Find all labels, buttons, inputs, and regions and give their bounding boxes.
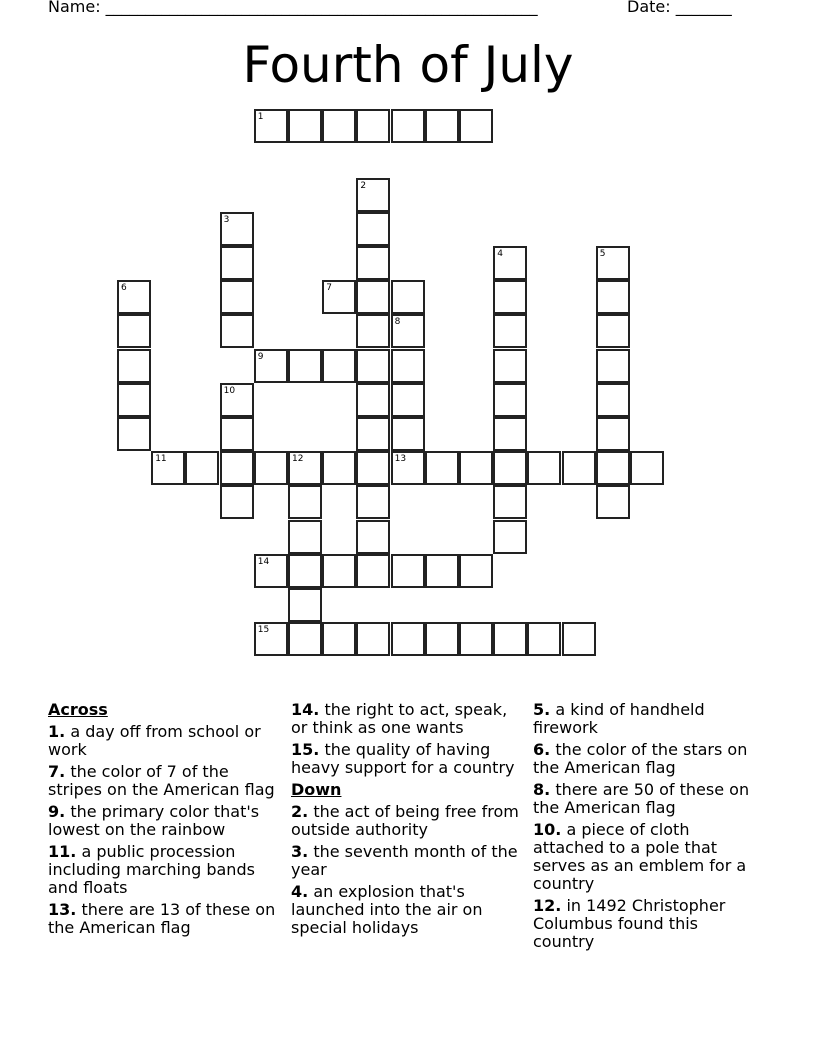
grid-cell[interactable] <box>220 280 254 314</box>
grid-cell[interactable] <box>220 485 254 519</box>
clue-text: an explosion that's launched into the air on special holidays <box>291 882 483 937</box>
grid-cell[interactable] <box>596 349 630 383</box>
down-heading: Down <box>291 780 342 799</box>
clue-number: 2. <box>291 802 309 821</box>
down-clue <box>533 741 759 777</box>
clue-number: 8. <box>533 780 551 799</box>
grid-cell[interactable] <box>596 451 630 485</box>
grid-cell[interactable] <box>493 622 527 656</box>
grid-cell[interactable] <box>493 383 527 417</box>
grid-cell[interactable] <box>288 588 322 622</box>
clue-number: 1. <box>48 722 66 741</box>
cell-number: 15 <box>257 625 270 636</box>
clue-number: 6. <box>533 740 551 759</box>
page-title: Fourth of July <box>242 36 574 94</box>
grid-cell[interactable] <box>356 554 390 588</box>
grid-cell[interactable] <box>630 451 664 485</box>
across-clue <box>48 901 284 937</box>
clue-number: 4. <box>291 882 309 901</box>
clue-text: the seventh month of the year <box>291 842 518 879</box>
grid-cell[interactable] <box>356 246 390 280</box>
grid-cell[interactable] <box>596 485 630 519</box>
grid-cell[interactable] <box>493 417 527 451</box>
grid-cell[interactable] <box>322 451 356 485</box>
clue-text: the quality of having heavy support for a country <box>291 740 515 777</box>
down-clue <box>533 781 759 817</box>
grid-cell[interactable] <box>322 554 356 588</box>
grid-cell[interactable] <box>493 451 527 485</box>
clue-text: there are 50 of these on the American flag <box>533 780 750 817</box>
grid-cell[interactable] <box>117 280 151 314</box>
across-clue <box>291 741 527 777</box>
grid-cell[interactable] <box>254 451 288 485</box>
down-clue <box>291 843 527 879</box>
grid-cell[interactable] <box>220 246 254 280</box>
clue-text: the color of the stars on the American flag <box>533 740 748 777</box>
clue-text: the act of being free from outside authority <box>291 802 519 839</box>
grid-cell[interactable] <box>527 622 561 656</box>
across-clue <box>48 803 284 839</box>
grid-cell[interactable] <box>459 622 493 656</box>
grid-cell[interactable] <box>391 383 425 417</box>
grid-cell[interactable] <box>220 451 254 485</box>
grid-cell[interactable] <box>220 314 254 348</box>
grid-cell[interactable] <box>391 417 425 451</box>
grid-cell[interactable] <box>254 622 288 656</box>
grid-cell[interactable] <box>356 485 390 519</box>
grid-cell[interactable] <box>356 314 390 348</box>
clue-number: 5. <box>533 700 551 719</box>
cell-number: 4 <box>497 249 503 259</box>
across-clue <box>48 843 284 897</box>
clue-text: a public procession including marching bands and floats <box>48 842 255 897</box>
grid-cell[interactable] <box>391 280 425 314</box>
grid-cell[interactable] <box>391 109 425 143</box>
grid-cell[interactable] <box>391 349 425 383</box>
grid-cell[interactable] <box>356 349 390 383</box>
across-heading: Across <box>48 700 108 719</box>
grid-cell[interactable] <box>288 451 322 485</box>
clue-text: a kind of handheld firework <box>533 700 705 737</box>
cell-number: 12 <box>292 454 304 465</box>
grid-cell[interactable] <box>322 109 356 143</box>
grid-cell[interactable] <box>493 349 527 383</box>
clue-number: 13. <box>48 900 77 919</box>
cell-number: 14 <box>257 556 270 567</box>
clue-text: a day off from school or work <box>48 722 261 759</box>
clue-text: the color of 7 of the stripes on the American flag <box>48 762 275 799</box>
grid-cell[interactable] <box>288 554 322 588</box>
grid-cell[interactable] <box>254 349 288 383</box>
across-clue <box>48 723 284 759</box>
clue-column-1 <box>48 701 284 941</box>
clue-number: 10. <box>533 820 562 839</box>
clue-column-3 <box>533 701 759 955</box>
down-clue <box>533 821 759 893</box>
grid-cell[interactable] <box>493 246 527 280</box>
grid-cell[interactable] <box>596 417 630 451</box>
across-clue <box>291 701 527 737</box>
grid-cell[interactable] <box>117 314 151 348</box>
cell-number: 7 <box>326 283 332 294</box>
grid-cell[interactable] <box>493 280 527 314</box>
grid-cell[interactable] <box>220 212 254 246</box>
clue-text: the right to act, speak, or think as one wants <box>291 700 508 737</box>
grid-cell[interactable] <box>596 314 630 348</box>
clue-column-2 <box>291 701 527 941</box>
across-clue <box>48 763 284 799</box>
grid-cell[interactable] <box>254 554 288 588</box>
down-clue <box>533 701 759 737</box>
grid-cell[interactable] <box>185 451 219 485</box>
grid-cell[interactable] <box>356 383 390 417</box>
grid-cell[interactable] <box>596 383 630 417</box>
grid-cell[interactable] <box>117 417 151 451</box>
cell-number: 8 <box>394 317 401 328</box>
grid-cell[interactable] <box>425 622 459 656</box>
cell-number: 11 <box>155 454 167 465</box>
grid-cell[interactable] <box>493 314 527 348</box>
grid-cell[interactable] <box>391 451 425 485</box>
grid-cell[interactable] <box>322 622 356 656</box>
down-clue <box>533 897 759 951</box>
grid-cell[interactable] <box>356 417 390 451</box>
grid-cell[interactable] <box>596 280 630 314</box>
down-clue <box>291 883 527 937</box>
grid-cell[interactable] <box>425 451 459 485</box>
grid-cell[interactable] <box>117 383 151 417</box>
grid-cell[interactable] <box>391 314 425 348</box>
cell-number: 10 <box>223 385 236 396</box>
grid-cell[interactable] <box>562 622 596 656</box>
grid-cell[interactable] <box>493 485 527 519</box>
grid-cell[interactable] <box>356 178 390 212</box>
grid-cell[interactable] <box>391 622 425 656</box>
cell-number: 6 <box>121 283 127 294</box>
grid-cell[interactable] <box>254 109 288 143</box>
grid-cell[interactable] <box>356 520 390 554</box>
cell-number: 1 <box>257 112 264 123</box>
grid-cell[interactable] <box>425 109 459 143</box>
grid-cell[interactable] <box>220 383 254 417</box>
clue-number: 14. <box>291 700 320 719</box>
grid-cell[interactable] <box>288 349 322 383</box>
grid-cell[interactable] <box>356 451 390 485</box>
grid-cell[interactable] <box>322 349 356 383</box>
grid-cell[interactable] <box>151 451 185 485</box>
grid-cell[interactable] <box>459 451 493 485</box>
cell-number: 9 <box>257 351 264 362</box>
clue-number: 15. <box>291 740 320 759</box>
clue-number: 12. <box>533 896 562 915</box>
grid-cell[interactable] <box>220 417 254 451</box>
grid-cell[interactable] <box>288 520 322 554</box>
clue-number: 7. <box>48 762 66 781</box>
cell-number: 2 <box>360 180 367 191</box>
name-field-label: Name: ______________________________________________________ <box>48 0 538 16</box>
clue-number: 3. <box>291 842 309 861</box>
grid-cell[interactable] <box>117 349 151 383</box>
date-field-label: Date: _______ <box>627 0 732 16</box>
clue-text: a piece of cloth attached to a pole that serves as an emblem for a country <box>533 820 747 893</box>
clue-text: there are 13 of these on the American flag <box>48 900 276 937</box>
grid-cell[interactable] <box>459 554 493 588</box>
grid-cell[interactable] <box>288 622 322 656</box>
grid-cell[interactable] <box>527 451 561 485</box>
cell-number: 3 <box>223 214 230 225</box>
grid-cell[interactable] <box>562 451 596 485</box>
grid-cell[interactable] <box>425 554 459 588</box>
grid-cell[interactable] <box>356 280 390 314</box>
grid-cell[interactable] <box>322 280 356 314</box>
clue-text: the primary color that's lowest on the rainbow <box>48 802 260 839</box>
grid-cell[interactable] <box>391 554 425 588</box>
cell-number: 5 <box>599 249 606 259</box>
grid-cell[interactable] <box>356 622 390 656</box>
clue-number: 9. <box>48 802 66 821</box>
grid-cell[interactable] <box>288 109 322 143</box>
grid-cell[interactable] <box>596 246 630 280</box>
down-clue <box>291 803 527 839</box>
clue-text: in 1492 Christopher Columbus found this country <box>533 896 726 951</box>
grid-cell[interactable] <box>493 520 527 554</box>
grid-cell[interactable] <box>356 212 390 246</box>
clue-number: 11. <box>48 842 77 861</box>
grid-cell[interactable] <box>356 109 390 143</box>
grid-cell[interactable] <box>288 485 322 519</box>
cell-number: 13 <box>394 454 407 465</box>
grid-cell[interactable] <box>459 109 493 143</box>
